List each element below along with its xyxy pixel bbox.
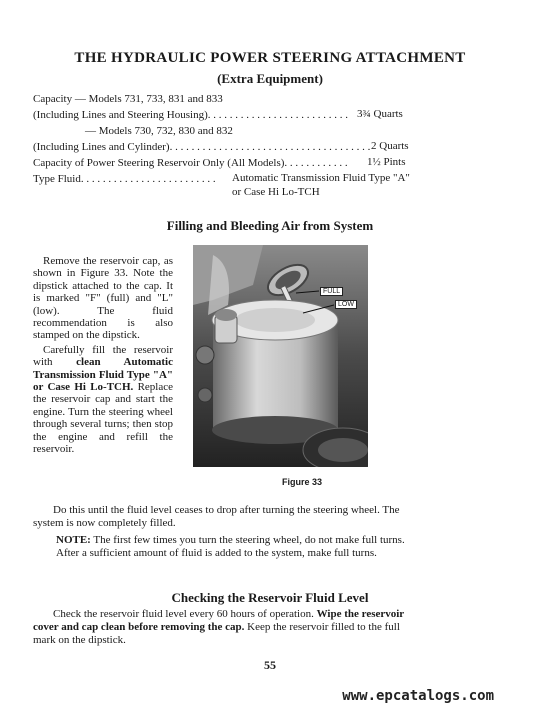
spec-models2-line: — Models 730, 732, 830 and 832: [85, 125, 233, 137]
note-label: NOTE:: [56, 534, 91, 546]
dot-leader: . . . . . . . . . . . .: [284, 157, 348, 169]
spec-fluid-label: Type Fluid: [33, 173, 81, 185]
filling-text-cont: Replace the reservoir cap and start the engine. Turn the steering wheel through several turns; then stop the engine and refill the reservoir.: [33, 381, 173, 456]
filling-paragraph-2: [33, 344, 173, 456]
checking-paragraph: [33, 608, 413, 647]
spec-housing-value: 3¾ Quarts: [357, 108, 403, 120]
bolt: [196, 346, 214, 364]
dot-leader: . . . . . . . . . . . . . . . . . . . . . . . . . .: [207, 109, 348, 121]
watermark: www.epcatalogs.com: [342, 688, 494, 704]
spec-cylinder-label: (Including Lines and Cylinder): [33, 141, 170, 153]
inlet-pipe-end: [215, 309, 237, 321]
low-label: LOW: [335, 300, 357, 309]
checking-text: Check the reservoir fluid level every 60 hours of operation.: [53, 608, 317, 620]
checking-bold: Wipe the reservoir cover and cap clean before removing the cap.: [33, 608, 404, 633]
figure-33-photo: [193, 245, 368, 467]
bolt: [198, 388, 212, 402]
filling-text: Carefully fill the reservoir with: [33, 343, 173, 369]
spec-reservoir-value: 1½ Pints: [367, 156, 406, 168]
checking-text-cont: Keep the reservoir filled to the full mark on the dipstick.: [33, 621, 400, 646]
pulley-hub: [318, 438, 368, 462]
spec-fluid-value-2: or Case Hi Lo-TCH: [232, 186, 320, 198]
spec-housing-label: (Including Lines and Steering Housing): [33, 109, 208, 121]
filling-fluid-bold: clean Automatic Transmission Fluid Type "A" or Case Hi Lo-TCH.: [33, 356, 174, 394]
page-subtitle: (Extra Equipment): [217, 71, 323, 86]
spec-reservoir-label: Capacity of Power Steering Reservoir Only (All Models): [33, 157, 285, 169]
spec-fluid-value: Automatic Transmission Fluid Type "A": [232, 172, 410, 184]
page-number: 55: [264, 658, 276, 672]
page-title: THE HYDRAULIC POWER STEERING ATTACHMENT: [74, 50, 466, 66]
full-label: FULL: [320, 287, 343, 296]
dot-leader: . . . . . . . . . . . . . . . . . . . . . . . . .: [80, 173, 216, 185]
note-text: The first few times you turn the steering wheel, do not make full turns. After a sufficient amount of fluid is added to the system, make full turns.: [56, 534, 405, 559]
filling-instructions: [33, 255, 173, 456]
section-heading-filling: Filling and Bleeding Air from System: [166, 218, 374, 233]
note-block: [56, 534, 416, 560]
figure-caption: Figure 33: [281, 477, 322, 487]
section-heading-checking: Checking the Reservoir Fluid Level: [171, 590, 369, 605]
spec-cylinder-value: 2 Quarts: [371, 140, 409, 152]
dot-leader: . . . . . . . . . . . . . . . . . . . . . . . . . . . . . . . . . . . . .: [169, 141, 371, 153]
reservoir-opening: [235, 308, 315, 332]
filling-paragraph-1: Remove the reservoir cap, as shown in Figure 33. Note the dipstick attached to the cap. It is marked "F" (full) and "L" (low). The fluid recommendation is also stamped on the dipstick.: [33, 255, 173, 342]
after-figure-paragraph: Do this until the fluid level ceases to drop after turning the steering wheel. The system is now completely filled.: [33, 504, 400, 529]
spec-capacity-line: Capacity — Models 731, 733, 831 and 833: [33, 93, 223, 105]
reservoir-photo-svg: [193, 245, 368, 467]
